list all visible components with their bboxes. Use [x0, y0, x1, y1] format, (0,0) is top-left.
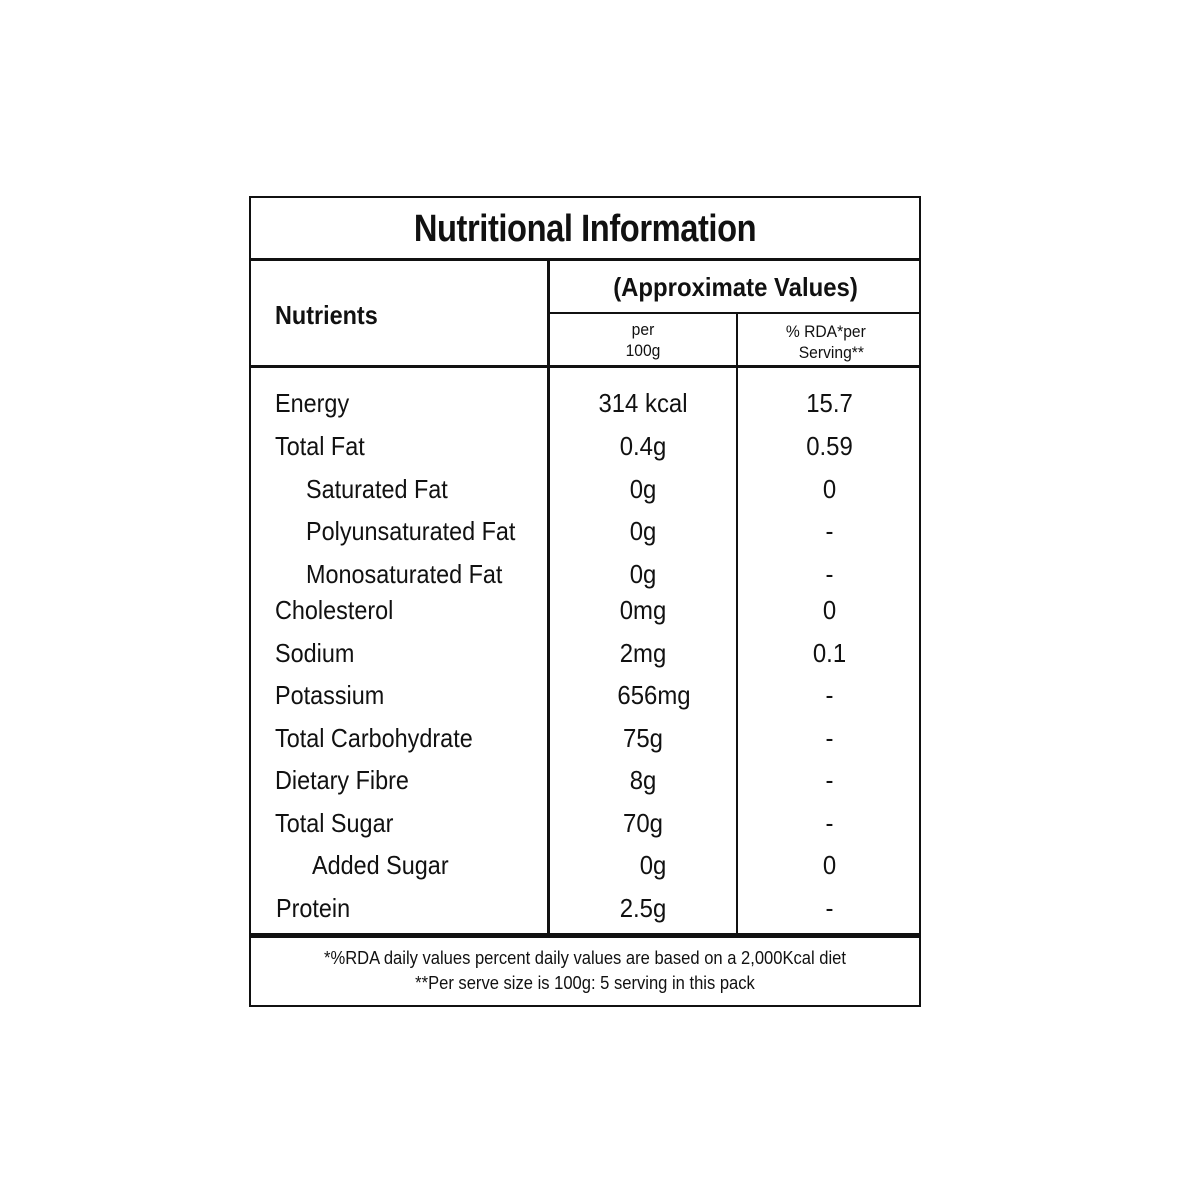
divider-header: [251, 365, 919, 368]
table-row: [251, 888, 919, 928]
header-per-100g: [557, 319, 728, 361]
divider-title: [251, 258, 919, 261]
nutrition-table: [249, 196, 921, 1007]
per-100g-value: 2.5g: [619, 893, 667, 923]
header-per-line1: per: [631, 320, 655, 339]
table-row: [251, 469, 919, 509]
per-100g-value: 70g: [623, 808, 663, 838]
nutrient-name: Energy: [275, 388, 350, 418]
rda-value: -: [825, 808, 834, 838]
per-100g-value: 2mg: [619, 638, 667, 668]
per-100g-value: 656mg: [617, 680, 691, 710]
table-title: Nutritional Information: [413, 207, 757, 250]
divider-approx: [550, 312, 919, 314]
header-nutrients: Nutrients: [275, 300, 378, 330]
per-100g-value: 8g: [629, 765, 657, 795]
rda-value: 15.7: [806, 388, 853, 418]
rda-value: -: [825, 765, 834, 795]
header-per-line2: 100g: [625, 341, 661, 360]
per-100g-value: 0g: [629, 516, 657, 546]
nutrient-name: Total Sugar: [275, 808, 394, 838]
rda-value: 0: [822, 474, 837, 504]
table-row: [251, 633, 919, 673]
table-row: [251, 511, 919, 551]
nutrient-name: Polyunsaturated Fat: [306, 516, 516, 546]
nutrient-name: Saturated Fat: [306, 474, 448, 504]
per-100g-value: 0g: [629, 474, 657, 504]
header-approximate-values: (Approximate Values): [613, 272, 858, 302]
rda-value: -: [825, 680, 834, 710]
table-row: [251, 554, 919, 594]
nutrient-name: Potassium: [275, 680, 385, 710]
table-row: [251, 590, 919, 630]
per-100g-value: 0g: [639, 850, 667, 880]
divider-footer: [251, 933, 919, 938]
table-row: [251, 718, 919, 758]
footnote-rda: *%RDA daily values percent daily values are based on a 2,000Kcal diet: [324, 948, 846, 968]
per-100g-value: 0.4g: [619, 431, 667, 461]
per-100g-value: 75g: [623, 723, 663, 753]
table-row: [251, 383, 919, 423]
table-row: [251, 845, 919, 885]
per-100g-value: 314 kcal: [598, 388, 688, 418]
footnote-serving: **Per serve size is 100g: 5 serving in this pack: [415, 973, 755, 993]
nutrient-name: Cholesterol: [275, 595, 394, 625]
per-100g-value: 0mg: [619, 595, 667, 625]
nutrient-name: Monosaturated Fat: [306, 559, 503, 589]
header-rda-per-serving: [745, 321, 913, 363]
nutrient-name: Dietary Fibre: [275, 765, 409, 795]
rda-value: -: [825, 893, 834, 923]
rda-value: 0: [822, 595, 837, 625]
nutrient-name: Total Carbohydrate: [275, 723, 473, 753]
rda-value: 0: [822, 850, 837, 880]
rda-value: -: [825, 516, 834, 546]
nutrient-name: Added Sugar: [312, 850, 449, 880]
rda-value: -: [825, 723, 834, 753]
nutrient-name: Protein: [276, 893, 351, 923]
nutrient-name: Sodium: [275, 638, 355, 668]
per-100g-value: 0g: [629, 559, 657, 589]
rda-value: 0.1: [812, 638, 847, 668]
table-row: [251, 760, 919, 800]
table-row: [251, 803, 919, 843]
table-row: [251, 675, 919, 715]
footnote: [278, 946, 893, 996]
header-rda-line1: % RDA*per: [785, 322, 866, 341]
header-rda-line2: Serving**: [798, 343, 864, 362]
table-row: [251, 426, 919, 466]
rda-value: -: [825, 559, 834, 589]
nutrient-name: Total Fat: [275, 431, 365, 461]
rda-value: 0.59: [806, 431, 853, 461]
